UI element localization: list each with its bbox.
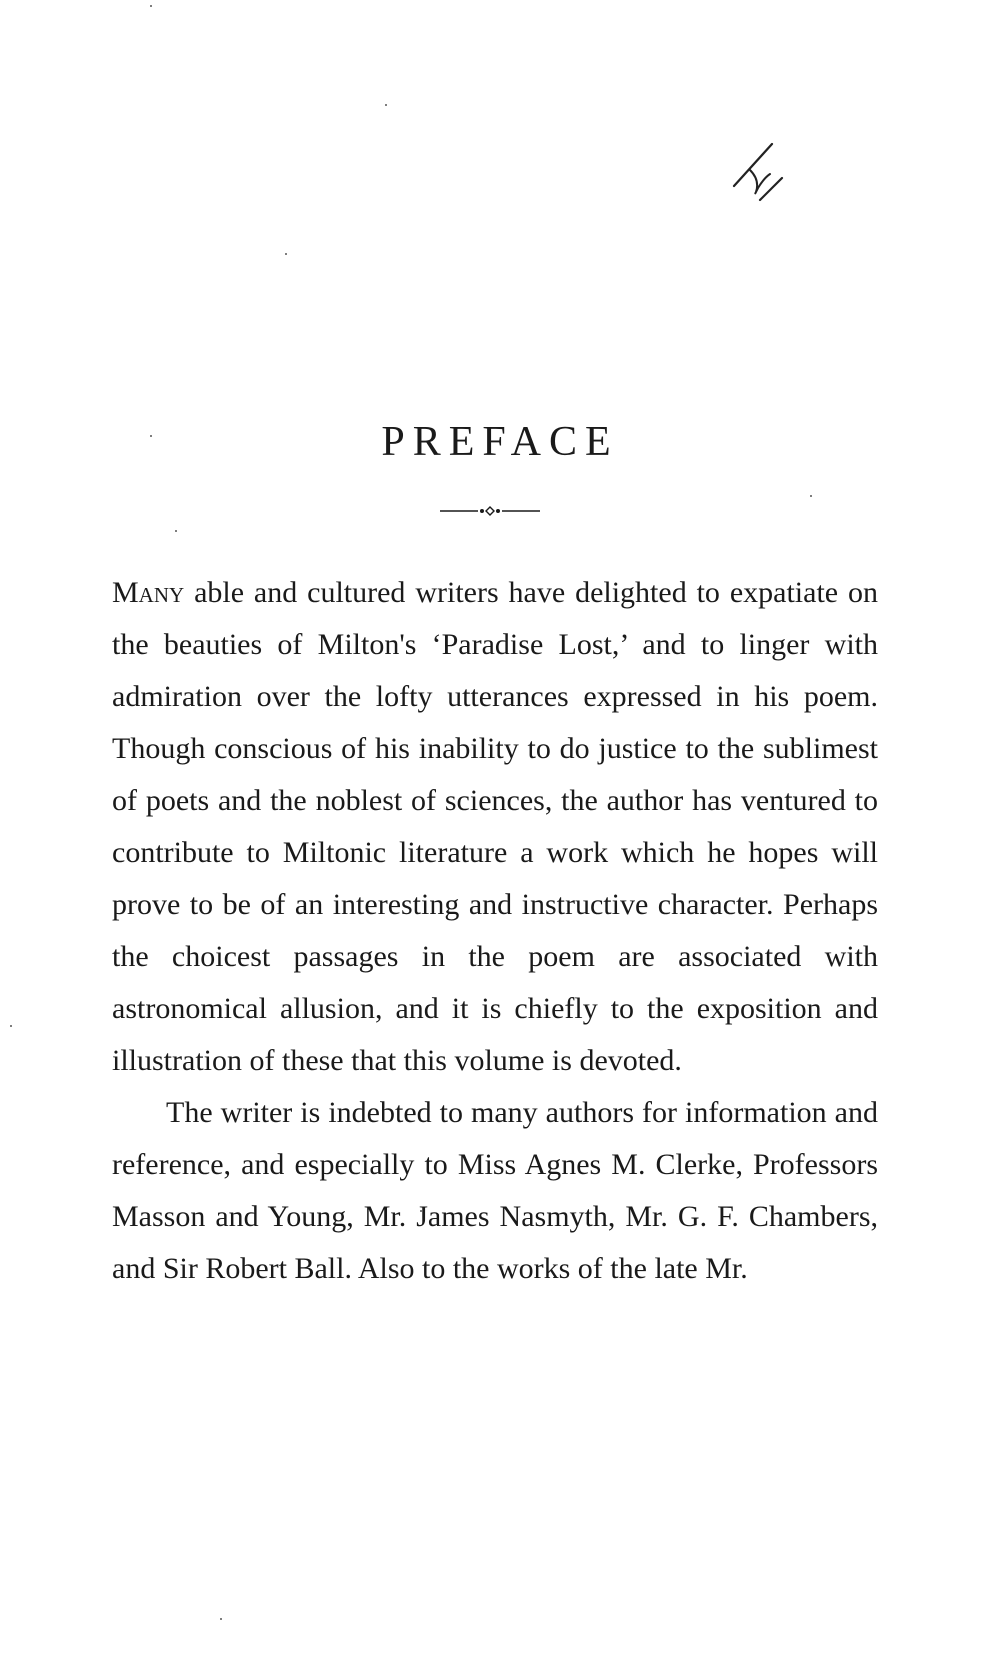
title-ornament-icon bbox=[440, 505, 540, 517]
paragraph-lead: Many bbox=[112, 576, 185, 609]
pencil-mark-icon bbox=[730, 140, 790, 210]
paragraph bbox=[112, 567, 878, 1087]
paper-speck bbox=[285, 253, 287, 255]
paragraph-text: The writer is indebted to many authors for information and reference, and especially to Miss Agnes M. Clerke, Professors Masson and Young, Mr. James Nasmyth, Mr. G. F. Chambers, and Sir Robert Ball. Also to the works of the late Mr. bbox=[112, 1096, 878, 1285]
preface-body bbox=[112, 567, 878, 1295]
paper-speck bbox=[175, 530, 177, 532]
paper-speck bbox=[810, 495, 812, 497]
paper-speck bbox=[150, 5, 152, 7]
paragraph bbox=[112, 1087, 878, 1295]
paper-speck bbox=[385, 104, 387, 106]
paragraph-text: able and cultured writers have delighted to expatiate on the beauties of Milton's ‘Paradise Lost,’ and to linger with admiration over the lofty utterances expressed in his poem. Though conscious of his inability to do justice to the sublimest of poets and the noblest of sciences, the author has ventured to contribute to Miltonic literature a work which he hopes will prove to be of an interesting and instructive character. Perhaps the choicest passages in the poem are associated with astronomical allusion, and it is chiefly to the exposition and illustration of these that this volume is devoted. bbox=[112, 576, 878, 1077]
page-title: PREFACE bbox=[381, 419, 619, 465]
paper-speck bbox=[220, 1618, 222, 1620]
paper-speck bbox=[10, 1025, 12, 1027]
